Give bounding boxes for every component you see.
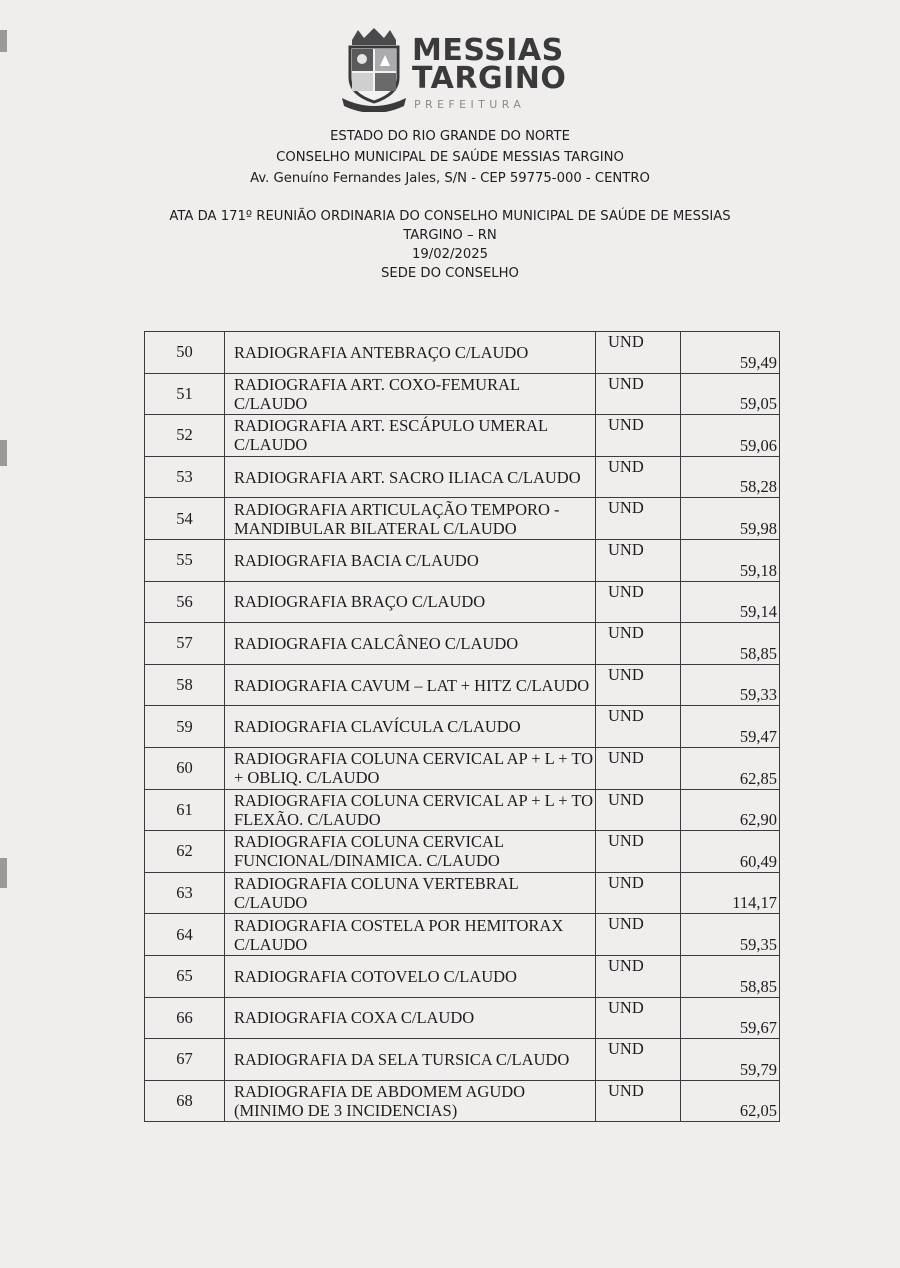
item-value: 59,06 [681,415,780,457]
item-number: 58 [145,664,225,706]
item-value: 58,28 [681,456,780,498]
logo-subtitle: PREFEITURA [414,98,526,111]
meeting-header [0,207,900,283]
item-number: 55 [145,539,225,581]
meeting-title: ATA DA 171º REUNIÃO ORDINARIA DO CONSELHO MUNICIPAL DE SAÚDE DE MESSIAS [169,209,731,224]
table-row [145,581,780,623]
item-description: RADIOGRAFIA COSTELA POR HEMITORAX C/LAUDO [225,914,596,956]
item-description: RADIOGRAFIA BRAÇO C/LAUDO [225,581,596,623]
item-description: RADIOGRAFIA ANTEBRAÇO C/LAUDO [225,332,596,374]
item-description: RADIOGRAFIA COLUNA CERVICAL FUNCIONAL/DINAMICA. C/LAUDO [225,831,596,873]
item-unit: UND [596,539,681,581]
item-value: 59,79 [681,1039,780,1081]
item-unit: UND [596,831,681,873]
item-number: 61 [145,789,225,831]
item-number: 54 [145,498,225,540]
item-unit: UND [596,498,681,540]
scan-mark [0,858,7,888]
table-row [145,498,780,540]
logo-line-1: MESSIAS [412,33,564,68]
item-description: RADIOGRAFIA COLUNA CERVICAL AP + L + TO FLEXÃO. C/LAUDO [225,789,596,831]
table-row [145,789,780,831]
item-value: 59,18 [681,539,780,581]
table-row [145,831,780,873]
council-address: Av. Genuíno Fernandes Jales, S/N - CEP 59775-000 - CENTRO [250,171,650,186]
item-value: 59,98 [681,498,780,540]
item-unit: UND [596,415,681,457]
item-number: 57 [145,623,225,665]
item-description: RADIOGRAFIA ARTICULAÇÃO TEMPORO -MANDIBULAR BILATERAL C/LAUDO [225,498,596,540]
item-description: RADIOGRAFIA DE ABDOMEM AGUDO (MINIMO DE 3 INCIDENCIAS) [225,1080,596,1122]
item-number: 63 [145,872,225,914]
item-number: 53 [145,456,225,498]
item-value: 58,85 [681,955,780,997]
item-value: 59,14 [681,581,780,623]
table-row [145,955,780,997]
item-value: 62,05 [681,1080,780,1122]
table-row [145,914,780,956]
meeting-location: SEDE DO CONSELHO [381,266,519,281]
item-value: 58,85 [681,623,780,665]
item-unit: UND [596,914,681,956]
table-row [145,664,780,706]
item-unit: UND [596,623,681,665]
item-unit: UND [596,955,681,997]
table-row [145,1080,780,1122]
item-unit: UND [596,664,681,706]
item-number: 56 [145,581,225,623]
item-unit: UND [596,456,681,498]
item-number: 66 [145,997,225,1039]
prefeitura-logo [338,28,578,114]
item-unit: UND [596,997,681,1039]
item-value: 59,67 [681,997,780,1039]
item-value: 59,47 [681,706,780,748]
item-number: 62 [145,831,225,873]
item-description: RADIOGRAFIA CAVUM – LAT + HITZ C/LAUDO [225,664,596,706]
table-row [145,539,780,581]
scan-mark [0,30,7,52]
item-number: 51 [145,373,225,415]
item-unit: UND [596,581,681,623]
item-description: RADIOGRAFIA COTOVELO C/LAUDO [225,955,596,997]
table-row [145,415,780,457]
item-value: 114,17 [681,872,780,914]
item-value: 62,85 [681,747,780,789]
council-name: CONSELHO MUNICIPAL DE SAÚDE MESSIAS TARGINO [276,150,624,165]
item-unit: UND [596,872,681,914]
item-number: 60 [145,747,225,789]
item-description: RADIOGRAFIA COLUNA CERVICAL AP + L + TO + OBLIQ. C/LAUDO [225,747,596,789]
item-description: RADIOGRAFIA DA SELA TURSICA C/LAUDO [225,1039,596,1081]
item-value: 59,05 [681,373,780,415]
table-row [145,997,780,1039]
item-unit: UND [596,747,681,789]
item-number: 65 [145,955,225,997]
item-value: 59,35 [681,914,780,956]
item-unit: UND [596,1080,681,1122]
item-number: 68 [145,1080,225,1122]
coat-of-arms-icon [338,28,410,112]
table-row [145,623,780,665]
institution-header [0,126,900,189]
table-row [145,373,780,415]
item-unit: UND [596,706,681,748]
item-number: 59 [145,706,225,748]
meeting-date: 19/02/2025 [411,247,488,262]
item-unit: UND [596,789,681,831]
table-row [145,1039,780,1081]
item-unit: UND [596,373,681,415]
table-row [145,747,780,789]
table-row [145,872,780,914]
item-value: 60,49 [681,831,780,873]
table-row [145,706,780,748]
state-name: ESTADO DO RIO GRANDE DO NORTE [330,129,570,144]
item-value: 59,33 [681,664,780,706]
item-value: 59,49 [681,332,780,374]
item-number: 64 [145,914,225,956]
item-description: RADIOGRAFIA COLUNA VERTEBRAL C/LAUDO [225,872,596,914]
scan-mark [0,440,7,466]
item-description: RADIOGRAFIA ART. COXO-FEMURAL C/LAUDO [225,373,596,415]
item-number: 52 [145,415,225,457]
item-description: RADIOGRAFIA ART. ESCÁPULO UMERAL C/LAUDO [225,415,596,457]
price-table [144,331,780,1122]
item-description: RADIOGRAFIA CLAVÍCULA C/LAUDO [225,706,596,748]
item-unit: UND [596,332,681,374]
item-value: 62,90 [681,789,780,831]
table-row [145,332,780,374]
item-description: RADIOGRAFIA COXA C/LAUDO [225,997,596,1039]
item-number: 50 [145,332,225,374]
logo-line-2: TARGINO [412,61,567,96]
item-number: 67 [145,1039,225,1081]
item-description: RADIOGRAFIA CALCÂNEO C/LAUDO [225,623,596,665]
item-description: RADIOGRAFIA BACIA C/LAUDO [225,539,596,581]
item-description: RADIOGRAFIA ART. SACRO ILIACA C/LAUDO [225,456,596,498]
meeting-title-cont: TARGINO – RN [403,228,497,243]
table-row [145,456,780,498]
item-unit: UND [596,1039,681,1081]
